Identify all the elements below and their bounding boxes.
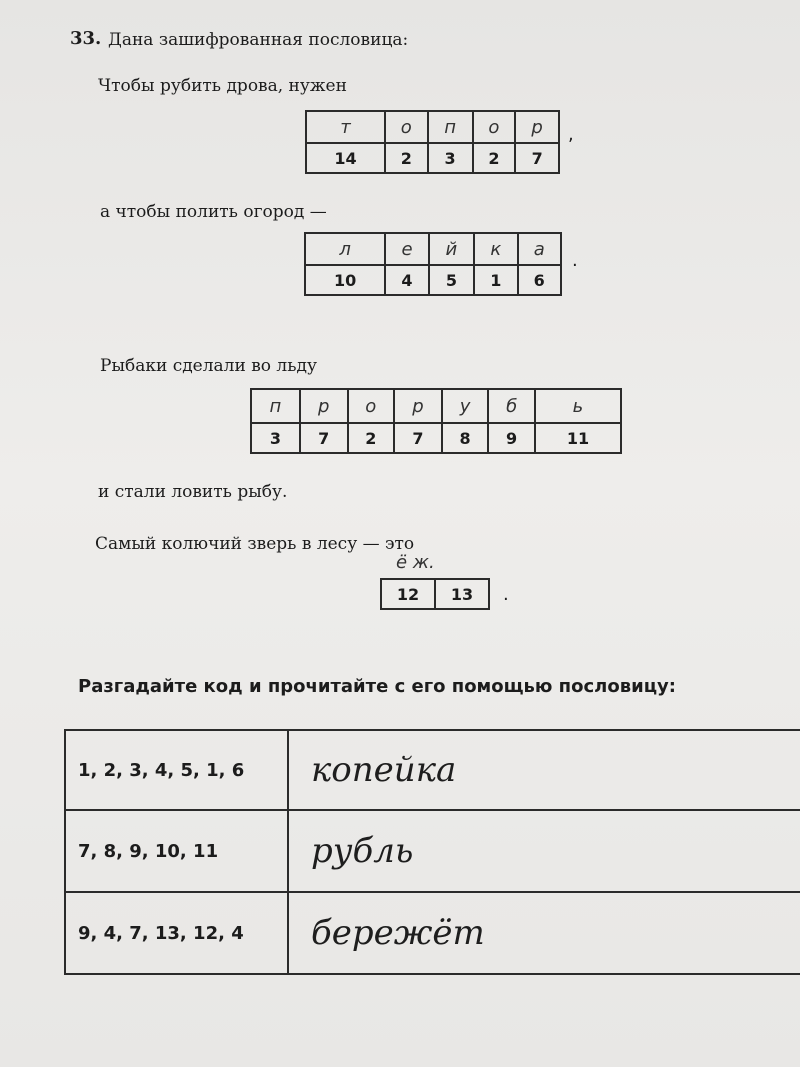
clue-2-text: а чтобы полить огород —: [100, 202, 327, 222]
task-number: 33.: [70, 28, 102, 49]
table-row: [65, 730, 800, 810]
cipher-table-2: [304, 232, 562, 296]
letter-cell: р: [394, 389, 442, 423]
clue-1-text: Чтобы рубить дрова, нужен: [98, 76, 347, 96]
number-cell: 5: [429, 265, 474, 295]
answer-cell: копейка: [288, 730, 800, 810]
letter-cell: о: [473, 111, 516, 143]
instruction-text: Разгадайте код и прочитайте с его помощью пословицу:: [78, 676, 676, 697]
cipher-table-1: [305, 110, 560, 174]
letter-cell: к: [474, 233, 517, 265]
number-cell: 2: [348, 423, 395, 453]
number-cell: 12: [381, 579, 435, 609]
clue-5-text: Самый колючий зверь в лесу — это: [95, 534, 415, 554]
number-cell: 9: [488, 423, 535, 453]
decode-table: [64, 729, 800, 975]
letter-cell: е: [385, 233, 428, 265]
letter-cell: т: [306, 111, 385, 143]
number-cell: 8: [442, 423, 489, 453]
answer-cell: бережёт: [288, 892, 800, 974]
trailing-comma: ,: [568, 124, 574, 145]
trailing-period: .: [572, 250, 578, 271]
letter-cell: у: [442, 389, 489, 423]
number-cell: 10: [305, 265, 385, 295]
answer-cell: рубль: [288, 810, 800, 892]
letter-cell: о: [385, 111, 428, 143]
number-cell: 7: [300, 423, 348, 453]
number-cell: 7: [515, 143, 559, 173]
letter-cell: б: [488, 389, 535, 423]
number-cell: 1: [474, 265, 517, 295]
number-cell: 6: [518, 265, 562, 295]
letter-cell: о: [348, 389, 395, 423]
number-cell: 2: [385, 143, 428, 173]
cipher-table-3: [250, 388, 622, 454]
clue-3-text: Рыбаки сделали во льду: [100, 356, 317, 376]
clue-4-text: и стали ловить рыбу.: [98, 482, 288, 502]
table-row: [65, 892, 800, 974]
task-title: Дана зашифрованная пословица:: [108, 30, 409, 50]
letter-cell: п: [428, 111, 473, 143]
letter-cell: л: [305, 233, 385, 265]
code-cell: 9, 4, 7, 13, 12, 4: [65, 892, 288, 974]
number-cell: 2: [473, 143, 516, 173]
number-cell: 3: [428, 143, 473, 173]
number-cell: 3: [251, 423, 300, 453]
number-cell: 11: [535, 423, 621, 453]
letter-cell: п: [251, 389, 300, 423]
number-cell: 7: [394, 423, 442, 453]
code-cell: 1, 2, 3, 4, 5, 1, 6: [65, 730, 288, 810]
letter-cell: р: [515, 111, 559, 143]
letter-cell: й: [429, 233, 474, 265]
letter-cell: а: [518, 233, 562, 265]
number-cell: 4: [385, 265, 428, 295]
cipher-table-4: [380, 578, 490, 610]
handwritten-letters: ё ж.: [396, 552, 435, 573]
code-cell: 7, 8, 9, 10, 11: [65, 810, 288, 892]
table-row: [65, 810, 800, 892]
trailing-period: .: [503, 584, 509, 605]
number-cell: 13: [435, 579, 489, 609]
letter-cell: р: [300, 389, 348, 423]
number-cell: 14: [306, 143, 385, 173]
letter-cell: ь: [535, 389, 621, 423]
